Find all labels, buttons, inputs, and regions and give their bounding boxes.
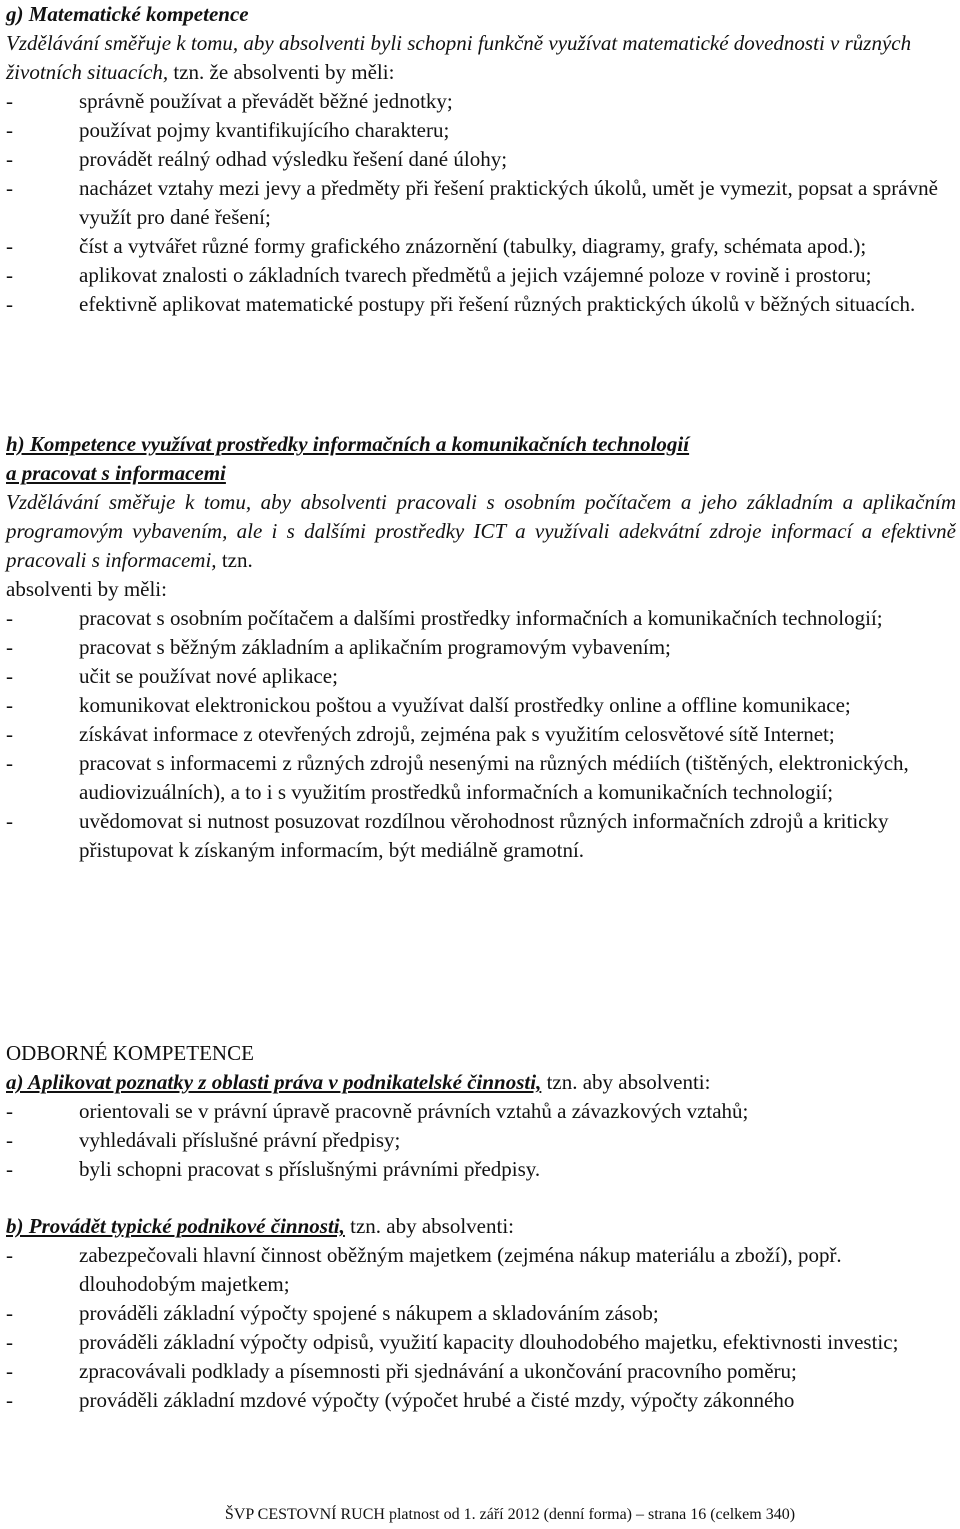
list-item: - pracovat s běžným základním a aplikačním programovým vybavením; xyxy=(6,633,956,662)
list-item: - provádět reálný odhad výsledku řešení dané úlohy; xyxy=(6,145,956,174)
list-item: - vyhledávali příslušné právní předpisy; xyxy=(6,1126,748,1155)
odborne-a-list xyxy=(6,1097,748,1184)
section-odborne xyxy=(6,1039,748,1184)
list-item: - byli schopni pracovat s příslušnými právními předpisy. xyxy=(6,1155,748,1184)
list-item: - nacházet vztahy mezi jevy a předměty při řešení praktických úkolů, umět je vymezit, popsat a správně využít pro dané řešení; xyxy=(6,174,956,232)
odborne-b-list xyxy=(6,1241,956,1415)
section-g-title: g) Matematické kompetence xyxy=(6,2,249,26)
odborne-b-title: b) Provádět typické podnikové činnosti, xyxy=(6,1214,345,1238)
list-item: - získávat informace z otevřených zdrojů, zejména pak s využitím celosvětové sítě Internet; xyxy=(6,720,956,749)
section-g-intro-tail: tzn. že absolventi by měli: xyxy=(168,60,395,84)
list-item: - aplikovat znalosti o základních tvarech předmětů a jejich vzájemné poloze v rovině i prostoru; xyxy=(6,261,956,290)
section-g-list xyxy=(6,87,956,319)
list-item: - uvědomovat si nutnost posuzovat rozdílnou věrohodnost různých informačních zdrojů a kriticky přistupovat k získaným informacím, být mediálně gramotní. xyxy=(6,807,956,865)
section-h xyxy=(6,430,956,865)
list-item: - používat pojmy kvantifikujícího charakteru; xyxy=(6,116,956,145)
odborne-a-tail: tzn. aby absolventi: xyxy=(541,1070,711,1094)
section-h-lead: absolventi by měli: xyxy=(6,577,167,601)
section-g xyxy=(6,0,956,319)
list-item: - zabezpečovali hlavní činnost oběžným majetkem (zejména nákup materiálu a zboží), popř. dlouhodobým majetkem; xyxy=(6,1241,956,1299)
odborne-a-title: a) Aplikovat poznatky z oblasti práva v podnikatelské činnosti, xyxy=(6,1070,542,1094)
odborne-b-heading xyxy=(6,1212,956,1241)
section-h-intro-tail: tzn. xyxy=(216,548,253,572)
page-footer: ŠVP CESTOVNÍ RUCH platnost od 1. září 2012 (denní forma) – strana 16 (celkem 340) xyxy=(224,1506,796,1523)
odborne-heading: ODBORNÉ KOMPETENCE xyxy=(6,1041,254,1065)
list-item: - komunikovat elektronickou poštou a využívat další prostředky online a offline komunikace; xyxy=(6,691,956,720)
list-item: - správně používat a převádět běžné jednotky; xyxy=(6,87,956,116)
odborne-a-heading xyxy=(6,1068,748,1097)
list-item: - efektivně aplikovat matematické postupy při řešení různých praktických úkolů v běžných situacích. xyxy=(6,290,956,319)
list-item: - prováděli základní výpočty odpisů, využití kapacity dlouhodobého majetku, efektivnosti investic; xyxy=(6,1328,956,1357)
section-g-intro xyxy=(6,29,956,87)
section-h-title-line1: h) Kompetence využívat prostředky informačních a komunikačních technologií xyxy=(6,432,690,456)
section-h-intro xyxy=(6,488,956,575)
section-h-list xyxy=(6,604,956,865)
odborne-b-tail: tzn. aby absolventi: xyxy=(344,1214,515,1238)
list-item: - prováděli základní mzdové výpočty (výpočet hrubé a čisté mzdy, výpočty zákonného xyxy=(6,1386,956,1415)
section-h-title-line2: a pracovat s informacemi xyxy=(6,461,226,485)
section-g-intro-italic: Vzdělávání směřuje k tomu, aby absolventi byli schopni funkčně využívat matematické dovednosti v různých životních situacích, xyxy=(6,31,912,84)
list-item: - orientovali se v právní úpravě pracovně právních vztahů a závazkových vztahů; xyxy=(6,1097,748,1126)
list-item: - pracovat s informacemi z různých zdrojů nesenými na různých médiích (tištěných, elektronických, audiovizuálních), a to i s využitím prostředků informačních a komunikačních technologií; xyxy=(6,749,956,807)
section-odborne-b xyxy=(6,1212,956,1415)
list-item: - pracovat s osobním počítačem a dalšími prostředky informačních a komunikačních technologií; xyxy=(6,604,956,633)
list-item: - zpracovávali podklady a písemnosti při sjednávání a ukončování pracovního poměru; xyxy=(6,1357,956,1386)
section-h-intro-italic: Vzdělávání směřuje k tomu, aby absolventi pracovali s osobním počítačem a jeho základním a aplikačním programovým vybavením, ale i s dalšími prostředky ICT a využívali adekvátní zdroje informací a efektivně pracovali s informacemi, xyxy=(6,490,956,572)
list-item: - učit se používat nové aplikace; xyxy=(6,662,956,691)
list-item: - prováděli základní výpočty spojené s nákupem a skladováním zásob; xyxy=(6,1299,956,1328)
list-item: - číst a vytvářet různé formy grafického znázornění (tabulky, diagramy, grafy, schémata apod.); xyxy=(6,232,956,261)
